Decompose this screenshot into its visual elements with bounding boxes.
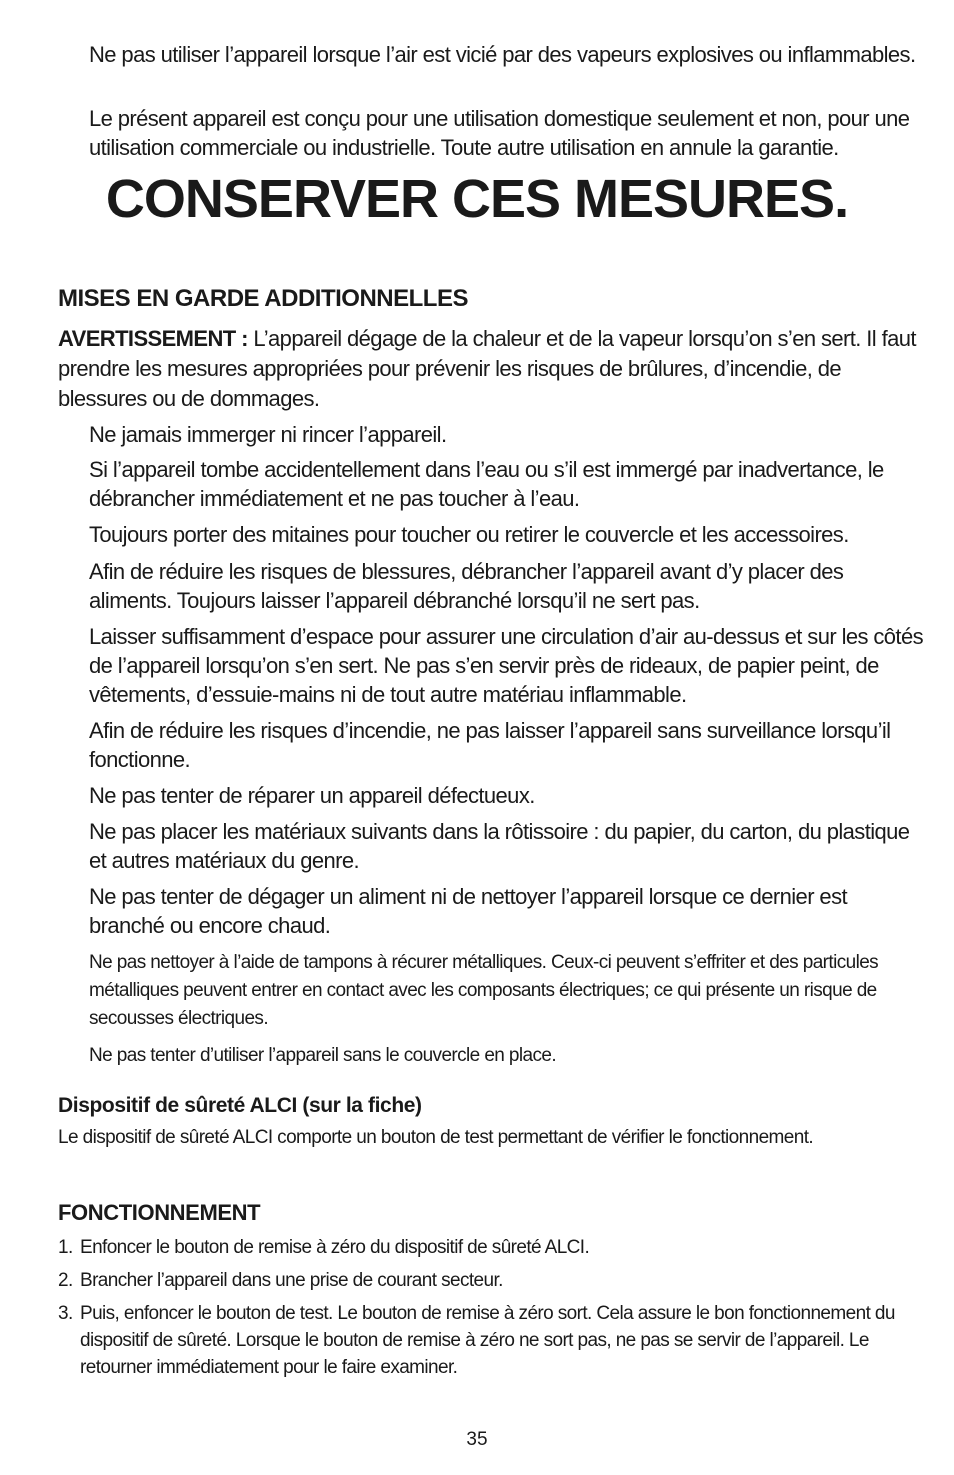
step-number: 2. xyxy=(58,1270,73,1291)
main-title: CONSERVER CES MESURES. xyxy=(105,169,849,229)
step-number: 3. xyxy=(58,1303,73,1324)
operation-step xyxy=(58,1234,940,1261)
intro-paragraph-1: Ne pas utiliser l’appareil lorsque l’air est vicié par des vapeurs explosives ou inflammables. xyxy=(89,42,916,67)
operation-heading: FONCTIONNEMENT xyxy=(58,1200,261,1225)
list-item: Afin de réduire les risques de blessures, débrancher l’appareil avant d’y placer des aliments. Toujours laisser l’appareil débranché lorsqu’il ne sert pas. xyxy=(89,559,844,613)
list-item: Ne pas tenter de dégager un aliment ni de nettoyer l’appareil lorsque ce dernier est branché ou encore chaud. xyxy=(89,884,847,938)
step-number: 1. xyxy=(58,1237,73,1258)
list-item: Ne pas tenter d’utiliser l’appareil sans le couvercle en place. xyxy=(89,1045,557,1066)
page-number: 35 xyxy=(466,1429,488,1450)
list-item: Toujours porter des mitaines pour toucher ou retirer le couvercle et les accessoires. xyxy=(89,522,849,547)
list-item: Afin de réduire les risques d’incendie, ne pas laisser l’appareil sans surveillance lorsqu’il fonctionne. xyxy=(89,718,891,772)
operation-step xyxy=(58,1300,940,1381)
warning-label: AVERTISSEMENT : xyxy=(58,326,248,351)
gfci-text: Le dispositif de sûreté ALCI comporte un bouton de test permettant de vérifier le fonctionnement. xyxy=(58,1127,814,1148)
gfci-heading: Dispositif de sûreté ALCI (sur la fiche) xyxy=(58,1094,422,1117)
operation-step xyxy=(58,1267,940,1294)
step-text: Brancher l’appareil dans une prise de courant secteur. xyxy=(80,1270,503,1291)
list-item: Ne pas tenter de réparer un appareil défectueux. xyxy=(89,783,535,808)
list-item: Ne pas placer les matériaux suivants dans la rôtissoire : du papier, du carton, du plastique et autres matériaux du genre. xyxy=(89,819,910,873)
step-text: Puis, enfoncer le bouton de test. Le bouton de remise à zéro sort. Cela assure le bon fonctionnement du dispositif de sûreté. Lorsque le bouton de remise à zéro ne sort pas, ne pas se servir de l’appareil. Le retourner immédiatement pour le faire examiner. xyxy=(80,1303,895,1378)
step-text: Enfoncer le bouton de remise à zéro du dispositif de sûreté ALCI. xyxy=(80,1237,590,1258)
additional-warnings-heading: MISES EN GARDE ADDITIONNELLES xyxy=(58,285,468,312)
list-item: Ne pas nettoyer à l’aide de tampons à récurer métalliques. Ceux-ci peuvent s’effriter et des particules métalliques peuvent entrer en contact avec les composants électriques; ce qui présente un risque de secousses électriques. xyxy=(89,952,879,1029)
intro-paragraph-2: Le présent appareil est conçu pour une utilisation domestique seulement et non, pour une utilisation commerciale ou industrielle. Toute autre utilisation en annule la garantie. xyxy=(89,106,910,160)
warning-paragraph xyxy=(58,324,918,414)
list-item: Ne jamais immerger ni rincer l’appareil. xyxy=(89,422,447,447)
list-item: Si l’appareil tombe accidentellement dans l’eau ou s’il est immergé par inadvertance, le débrancher immédiatement et ne pas toucher à l’eau. xyxy=(89,457,884,511)
list-item: Laisser suffisamment d’espace pour assurer une circulation d’air au-dessus et sur les côtés de l’appareil lorsqu’on s’en sert. Ne pas s’en servir près de rideaux, de papier peint, de vêtements, d’essuie-mains ni de tout autre matériau inflammable. xyxy=(89,624,923,707)
warning-text: L’appareil dégage de la chaleur et de la vapeur lorsqu’on s’en sert. Il faut prendre les mesures appropriées pour prévenir les risques de brûlures, d’incendie, de blessures ou de dommages. xyxy=(58,326,916,411)
